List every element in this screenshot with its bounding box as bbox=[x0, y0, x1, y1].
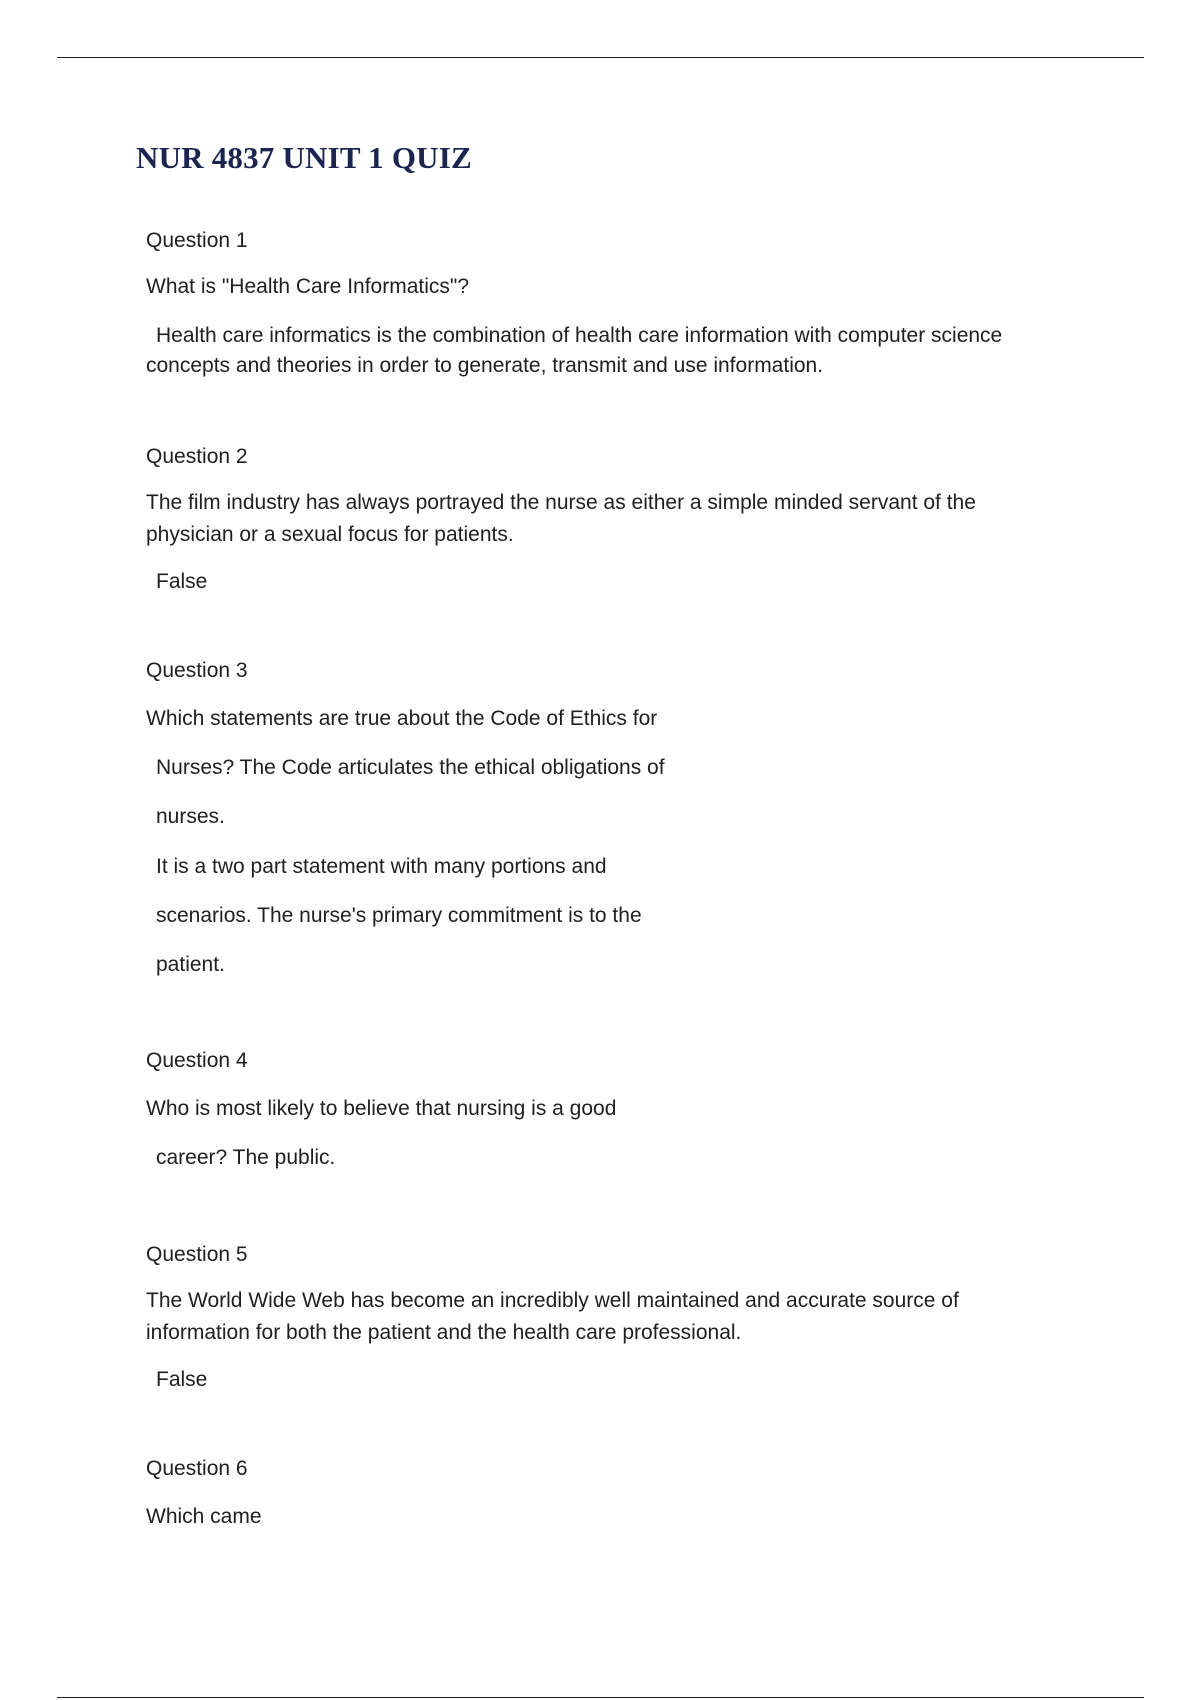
question-6-label: Question 6 bbox=[146, 1457, 248, 1480]
question-1-answer-line-2: concepts and theories in order to generate, transmit and use information. bbox=[146, 354, 824, 377]
question-1-label: Question 1 bbox=[146, 229, 248, 252]
question-3-line-3: nurses. bbox=[156, 805, 225, 828]
question-4-text: Who is most likely to believe that nursing is a good bbox=[146, 1097, 617, 1120]
question-3-line-6: patient. bbox=[156, 953, 225, 976]
question-5-label: Question 5 bbox=[146, 1243, 248, 1266]
question-5-text-line-2: information for both the patient and the health care professional. bbox=[146, 1321, 742, 1344]
page-title: NUR 4837 UNIT 1 QUIZ bbox=[136, 140, 472, 175]
question-2-answer: False bbox=[156, 570, 208, 593]
question-3-text: Which statements are true about the Code of Ethics for bbox=[146, 707, 658, 730]
question-6-text: Which came bbox=[146, 1505, 262, 1528]
question-5-text-line-1: The World Wide Web has become an incredibly well maintained and accurate source of bbox=[146, 1289, 959, 1312]
question-4-answer: career? The public. bbox=[156, 1146, 336, 1169]
question-2-text-line-1: The film industry has always portrayed the nurse as either a simple minded servant of the bbox=[146, 491, 976, 514]
question-4-label: Question 4 bbox=[146, 1049, 248, 1072]
question-2-label: Question 2 bbox=[146, 445, 248, 468]
top-rule bbox=[57, 57, 1144, 58]
question-1-answer-line-1: Health care informatics is the combination of health care information with computer science bbox=[156, 324, 1003, 347]
question-3-line-5: scenarios. The nurse's primary commitment is to the bbox=[156, 904, 642, 927]
question-1-text: What is "Health Care Informatics"? bbox=[146, 275, 470, 298]
question-2-text-line-2: physician or a sexual focus for patients. bbox=[146, 523, 514, 546]
question-5-answer: False bbox=[156, 1368, 208, 1391]
bottom-rule bbox=[57, 1697, 1144, 1698]
question-3-line-4: It is a two part statement with many portions and bbox=[156, 855, 607, 878]
question-3-line-2: Nurses? The Code articulates the ethical obligations of bbox=[156, 756, 665, 779]
question-3-label: Question 3 bbox=[146, 659, 248, 682]
